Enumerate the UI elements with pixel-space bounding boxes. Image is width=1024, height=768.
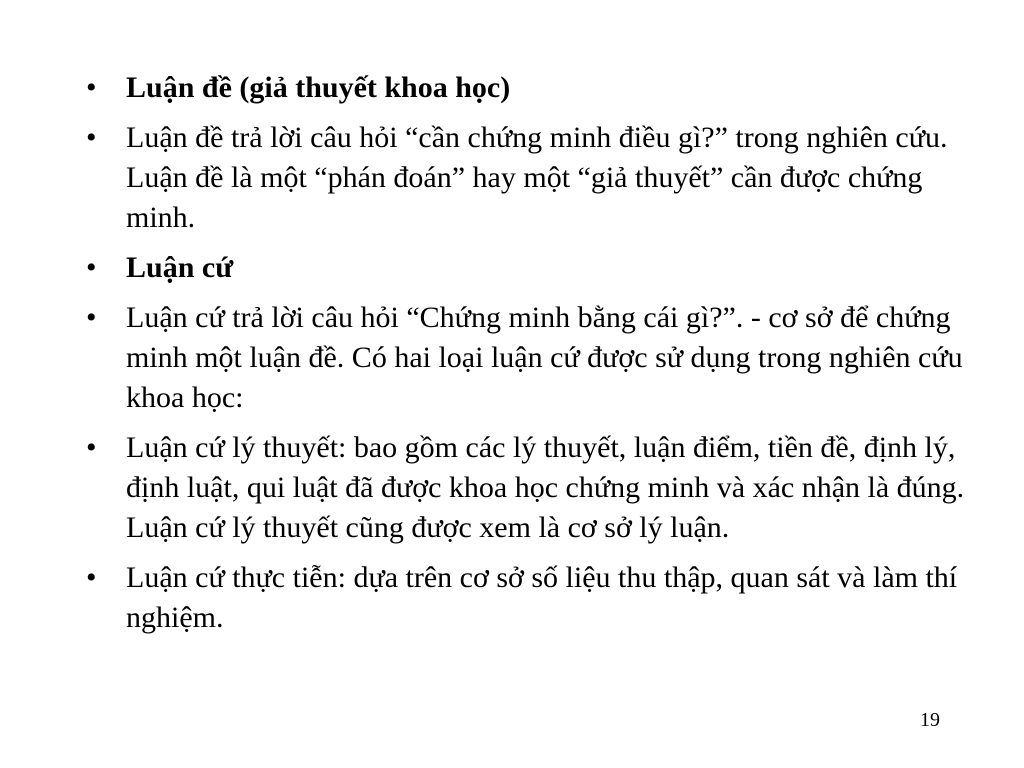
bullet-icon: • [86, 251, 97, 284]
bullet-list [86, 68, 966, 648]
page-number: 19 [920, 709, 940, 731]
bullet-item-luan-cu-ly-thuyet [86, 428, 966, 548]
bullet-item-luan-cu-heading [86, 248, 966, 288]
bullet-icon: • [86, 121, 97, 154]
bullet-icon: • [86, 71, 97, 104]
bullet-item-luan-de-heading [86, 68, 966, 108]
bullet-text: Luận đề trả lời câu hỏi “cần chứng minh điều gì?” trong nghiên cứu. Luận đề là một “phán đoán” hay một “giả thuyết” cần được chứng minh. [126, 121, 948, 234]
bullet-text: Luận cứ trả lời câu hỏi “Chứng minh bằng cái gì?”. - cơ sở để chứng minh một luận đề. Có hai loại luận cứ được sử dụng trong nghiên cứu khoa học: [126, 301, 963, 414]
bullet-text: Luận cứ thực tiễn: dựa trên cơ sở số liệu thu thập, quan sát và làm thí nghiệm. [126, 561, 958, 634]
bullet-text: Luận đề (giả thuyết khoa học) [126, 71, 511, 104]
bullet-icon: • [86, 301, 97, 334]
bullet-text: Luận cứ [126, 251, 234, 284]
bullet-item-luan-cu-definition [86, 298, 966, 418]
bullet-icon: • [86, 431, 97, 464]
bullet-text: Luận cứ lý thuyết: bao gồm các lý thuyết, luận điểm, tiền đề, định lý, định luật, qui luật đã được khoa học chứng minh và xác nhận là đúng. Luận cứ lý thuyết cũng được xem là cơ sở lý luận. [126, 431, 965, 544]
bullet-icon: • [86, 561, 97, 594]
bullet-item-luan-de-definition [86, 118, 966, 238]
bullet-item-luan-cu-thuc-tien [86, 558, 966, 638]
